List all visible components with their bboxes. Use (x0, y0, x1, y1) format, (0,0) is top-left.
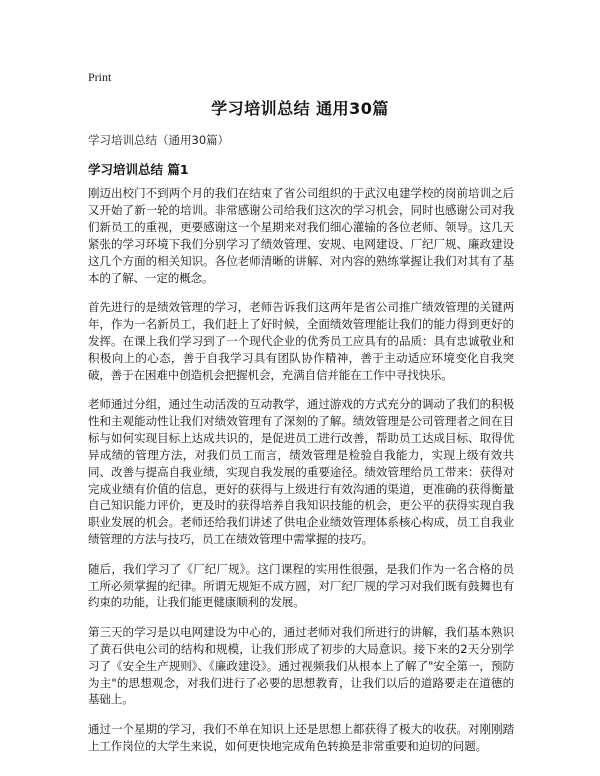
paragraph-5: 第三天的学习是以电网建设为中心的，通过老师对我们所进行的讲解，我们基本熟识了黄石供电公司的结构和规模，让我们形成了初步的大局意识。接下来的2天分别学习了《安全生产规则》、《廉政建设》。通过视频我们从根本上了解了"安全第一，预防为主"的思想观念，对我们进行了必要的思想教育，让我们以后的道路要走在道德的基础上。 (88, 624, 514, 707)
paragraph-3: 老师通过分组，通过生动活泼的互动教学，通过游戏的方式充分的调动了我们的积极性和主观能动性让我们对绩效管理有了深刻的了解。绩效管理是公司管理者之间在目标与如何实现目标上达成共识的，是促进员工进行改善，帮助员工达成目标、取得优异成绩的管理方法，对我们员工而言，绩效管理是检验自我能力，实现上级有效共同、改善与提高自我业绩，实现自我发展的重要途径。绩效管理给员工带来：获得对完成业绩有价值的信息，更好的获得与上级进行有效沟通的渠道，更准确的获得衡量自己知识能力评价，更及时的获得培养自我知识技能的机会，更公平的获得实现自我职业发展的机会。老师还给我们讲述了供电企业绩效管理体系核心构成，员工自我业绩管理的方法与技巧，员工在绩效管理中需掌握的技巧。 (88, 396, 514, 547)
document-body (88, 185, 514, 767)
document-subtitle: 学习培训总结（通用30篇） (88, 133, 230, 147)
paragraph-2: 首先进行的是绩效管理的学习，老师告诉我们这两年是省公司推广绩效管理的关键两年，作为一名新员工，我们赶上了好时候，全面绩效管理能让我们的能力得到更好的发挥。在课上我们学习到了一个现代企业的优秀员工应具有的品质：具有忠诚敬业和积极向上的心态，善于自我学习具有团队协作精神，善于主动适应环境变化自我突破，善于在困难中创造机会把握机会，充满自信并能在工作中寻找快乐。 (88, 299, 514, 382)
print-link[interactable]: Print (88, 70, 112, 84)
document-title: 学习培训总结 通用30篇 (211, 99, 389, 118)
paragraph-4: 随后，我们学习了《厂纪厂规》。这门课程的实用性很强，是我们作为一名合格的员工所必须掌握的纪律。所谓无规矩不成方圆，对厂纪厂规的学习对我们既有鼓舞也有约束的功能，让我们能更健康顺利的发展。 (88, 561, 514, 610)
section-heading: 学习培训总结 篇1 (88, 162, 189, 177)
paragraph-6: 通过一个星期的学习，我们不单在知识上还是思想上都获得了极大的收获。对刚刚踏上工作岗位的大学生来说，如何更快地完成角色转换是非常重要和迫切的问题。 (88, 721, 514, 753)
paragraph-1: 刚迈出校门不到两个月的我们在结束了省公司组织的于武汉电建学校的岗前培训之后又开始了新一轮的培训。非常感谢公司给我们这次的学习机会，同时也感谢公司对我们新员工的重视，更要感谢这一个星期来对我们细心灌输的各位老师、领导。这几天紧张的学习环境下我们分别学习了绩效管理、安规、电网建设、厂纪厂规、廉政建设这几个方面的相关知识。各位老师清晰的讲解、对内容的熟练掌握让我们对其有了基本的了解、一定的概念。 (88, 186, 514, 285)
